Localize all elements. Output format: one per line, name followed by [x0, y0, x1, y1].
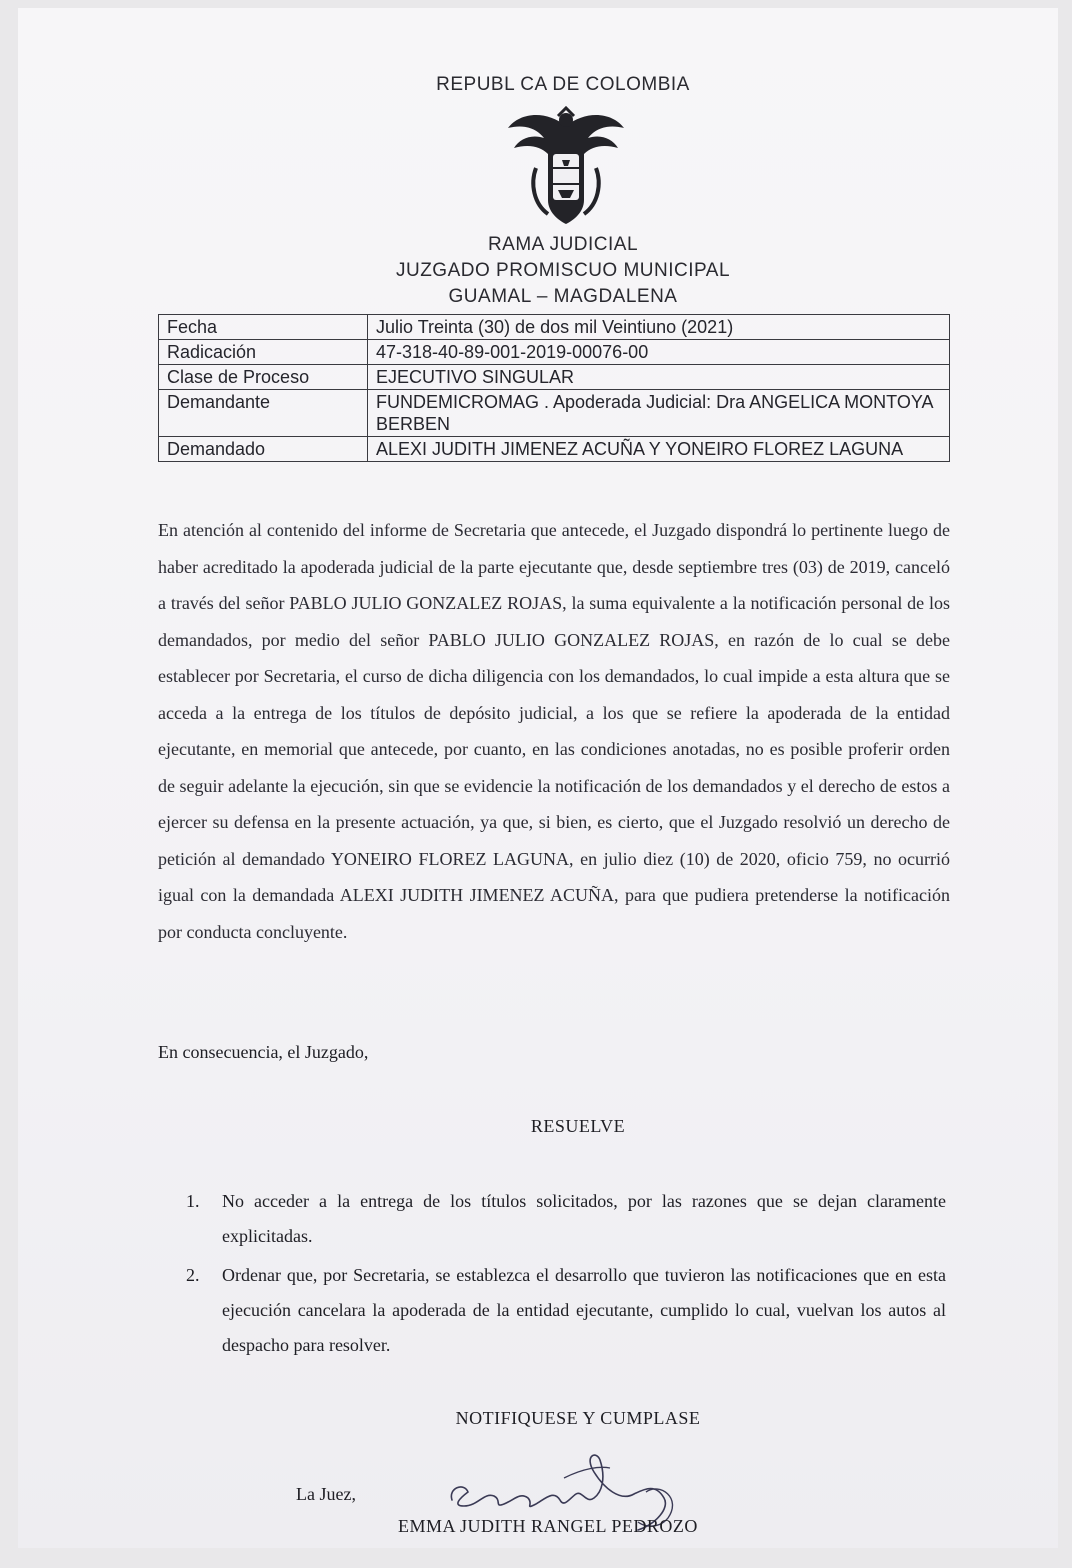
resuelve-heading: RESUELVE: [530, 1116, 626, 1136]
notifiquese-line: NOTIFIQUESE Y CUMPLASE: [455, 1408, 701, 1428]
table-row: [159, 340, 950, 365]
clase-label: Clase de Proceso: [159, 365, 368, 390]
item-text: No acceder a la entrega de los títulos solicitados, por las razones que se dejan claramente explicitadas.: [222, 1191, 946, 1246]
la-juez-label: La Juez,: [296, 1484, 356, 1504]
resuelve-list: [186, 1184, 946, 1367]
item-number: 2.: [186, 1265, 200, 1285]
list-item: [186, 1258, 946, 1363]
header-juzgado: JUZGADO PROMISCUO MUNICIPAL: [395, 260, 731, 281]
body-paragraph-text: En atención al contenido del informe de Secretaria que antecede, el Juzgado dispondrá lo pertinente luego de haber acreditado la apoderada judicial de la parte ejecutante que, desde septiembre tres (03) de 2019, canceló a través del señor PABLO JULIO GONZALEZ ROJAS, la suma equivalente a la notificación personal de los demandados, por medio del señor PABLO JULIO GONZALEZ ROJAS, en razón de lo cual se debe establecer por Secretaria, el curso de dicha diligencia con los demandados, lo cual impide a esta altura que se acceda a la entrega de los títulos de depósito judicial, a los que se refiere la apoderada de la entidad ejecutante, en memorial que antecede, por cuanto, en las condiciones anotadas, no es posible proferir orden de seguir adelante la ejecución, sin que se evidencie la notificación de los demandados y el derecho de estos a ejercer su defensa en la presente actuación, ya que, si bien, es cierto, que el Juzgado resolvió un derecho de petición al demandado YONEIRO FLOREZ LAGUNA, en julio diez (10) de 2020, oficio 759, no ocurrió igual con la demandada ALEXI JUDITH JIMENEZ ACUÑA, para que pudiera pretenderse la notificación por conducta concluyente.: [158, 520, 950, 942]
fecha-value: Julio Treinta (30) de dos mil Veintiuno (2021): [368, 315, 950, 340]
header-lugar: GUAMAL – MAGDALENA: [448, 286, 678, 307]
table-row: [159, 365, 950, 390]
header-republic: REPUBL CA DE COLOMBIA: [436, 74, 690, 95]
document-page: [18, 8, 1058, 1548]
radicacion-value: 47-318-40-89-001-2019-00076-00: [368, 340, 950, 365]
consecuencia-line: En consecuencia, el Juzgado,: [158, 1042, 369, 1062]
table-row: [159, 315, 950, 340]
table-row: [159, 437, 950, 462]
fecha-label: Fecha: [159, 315, 368, 340]
body-paragraph: [158, 512, 950, 950]
list-item: [186, 1184, 946, 1254]
item-number: 1.: [186, 1191, 200, 1211]
case-info-table: [158, 314, 950, 462]
demandado-value: ALEXI JUDITH JIMENEZ ACUÑA Y YONEIRO FLOREZ LAGUNA: [368, 437, 950, 462]
colombia-coat-of-arms-icon: [506, 104, 626, 228]
demandado-label: Demandado: [159, 437, 368, 462]
item-text: Ordenar que, por Secretaria, se establezca el desarrollo que tuvieron las notificaciones que en esta ejecución cancelara la apoderada de la entidad ejecutante, cumplido lo cual, vuelvan los autos al despacho para resolver.: [222, 1265, 946, 1355]
table-row: [159, 390, 950, 437]
demandante-label: Demandante: [159, 390, 368, 437]
header-rama-judicial: RAMA JUDICIAL: [487, 234, 639, 255]
signer-name: EMMA JUDITH RANGEL PEDROZO: [398, 1516, 698, 1536]
demandante-value: FUNDEMICROMAG . Apoderada Judicial: Dra ANGELICA MONTOYA BERBEN: [368, 390, 950, 437]
radicacion-label: Radicación: [159, 340, 368, 365]
clase-value: EJECUTIVO SINGULAR: [368, 365, 950, 390]
